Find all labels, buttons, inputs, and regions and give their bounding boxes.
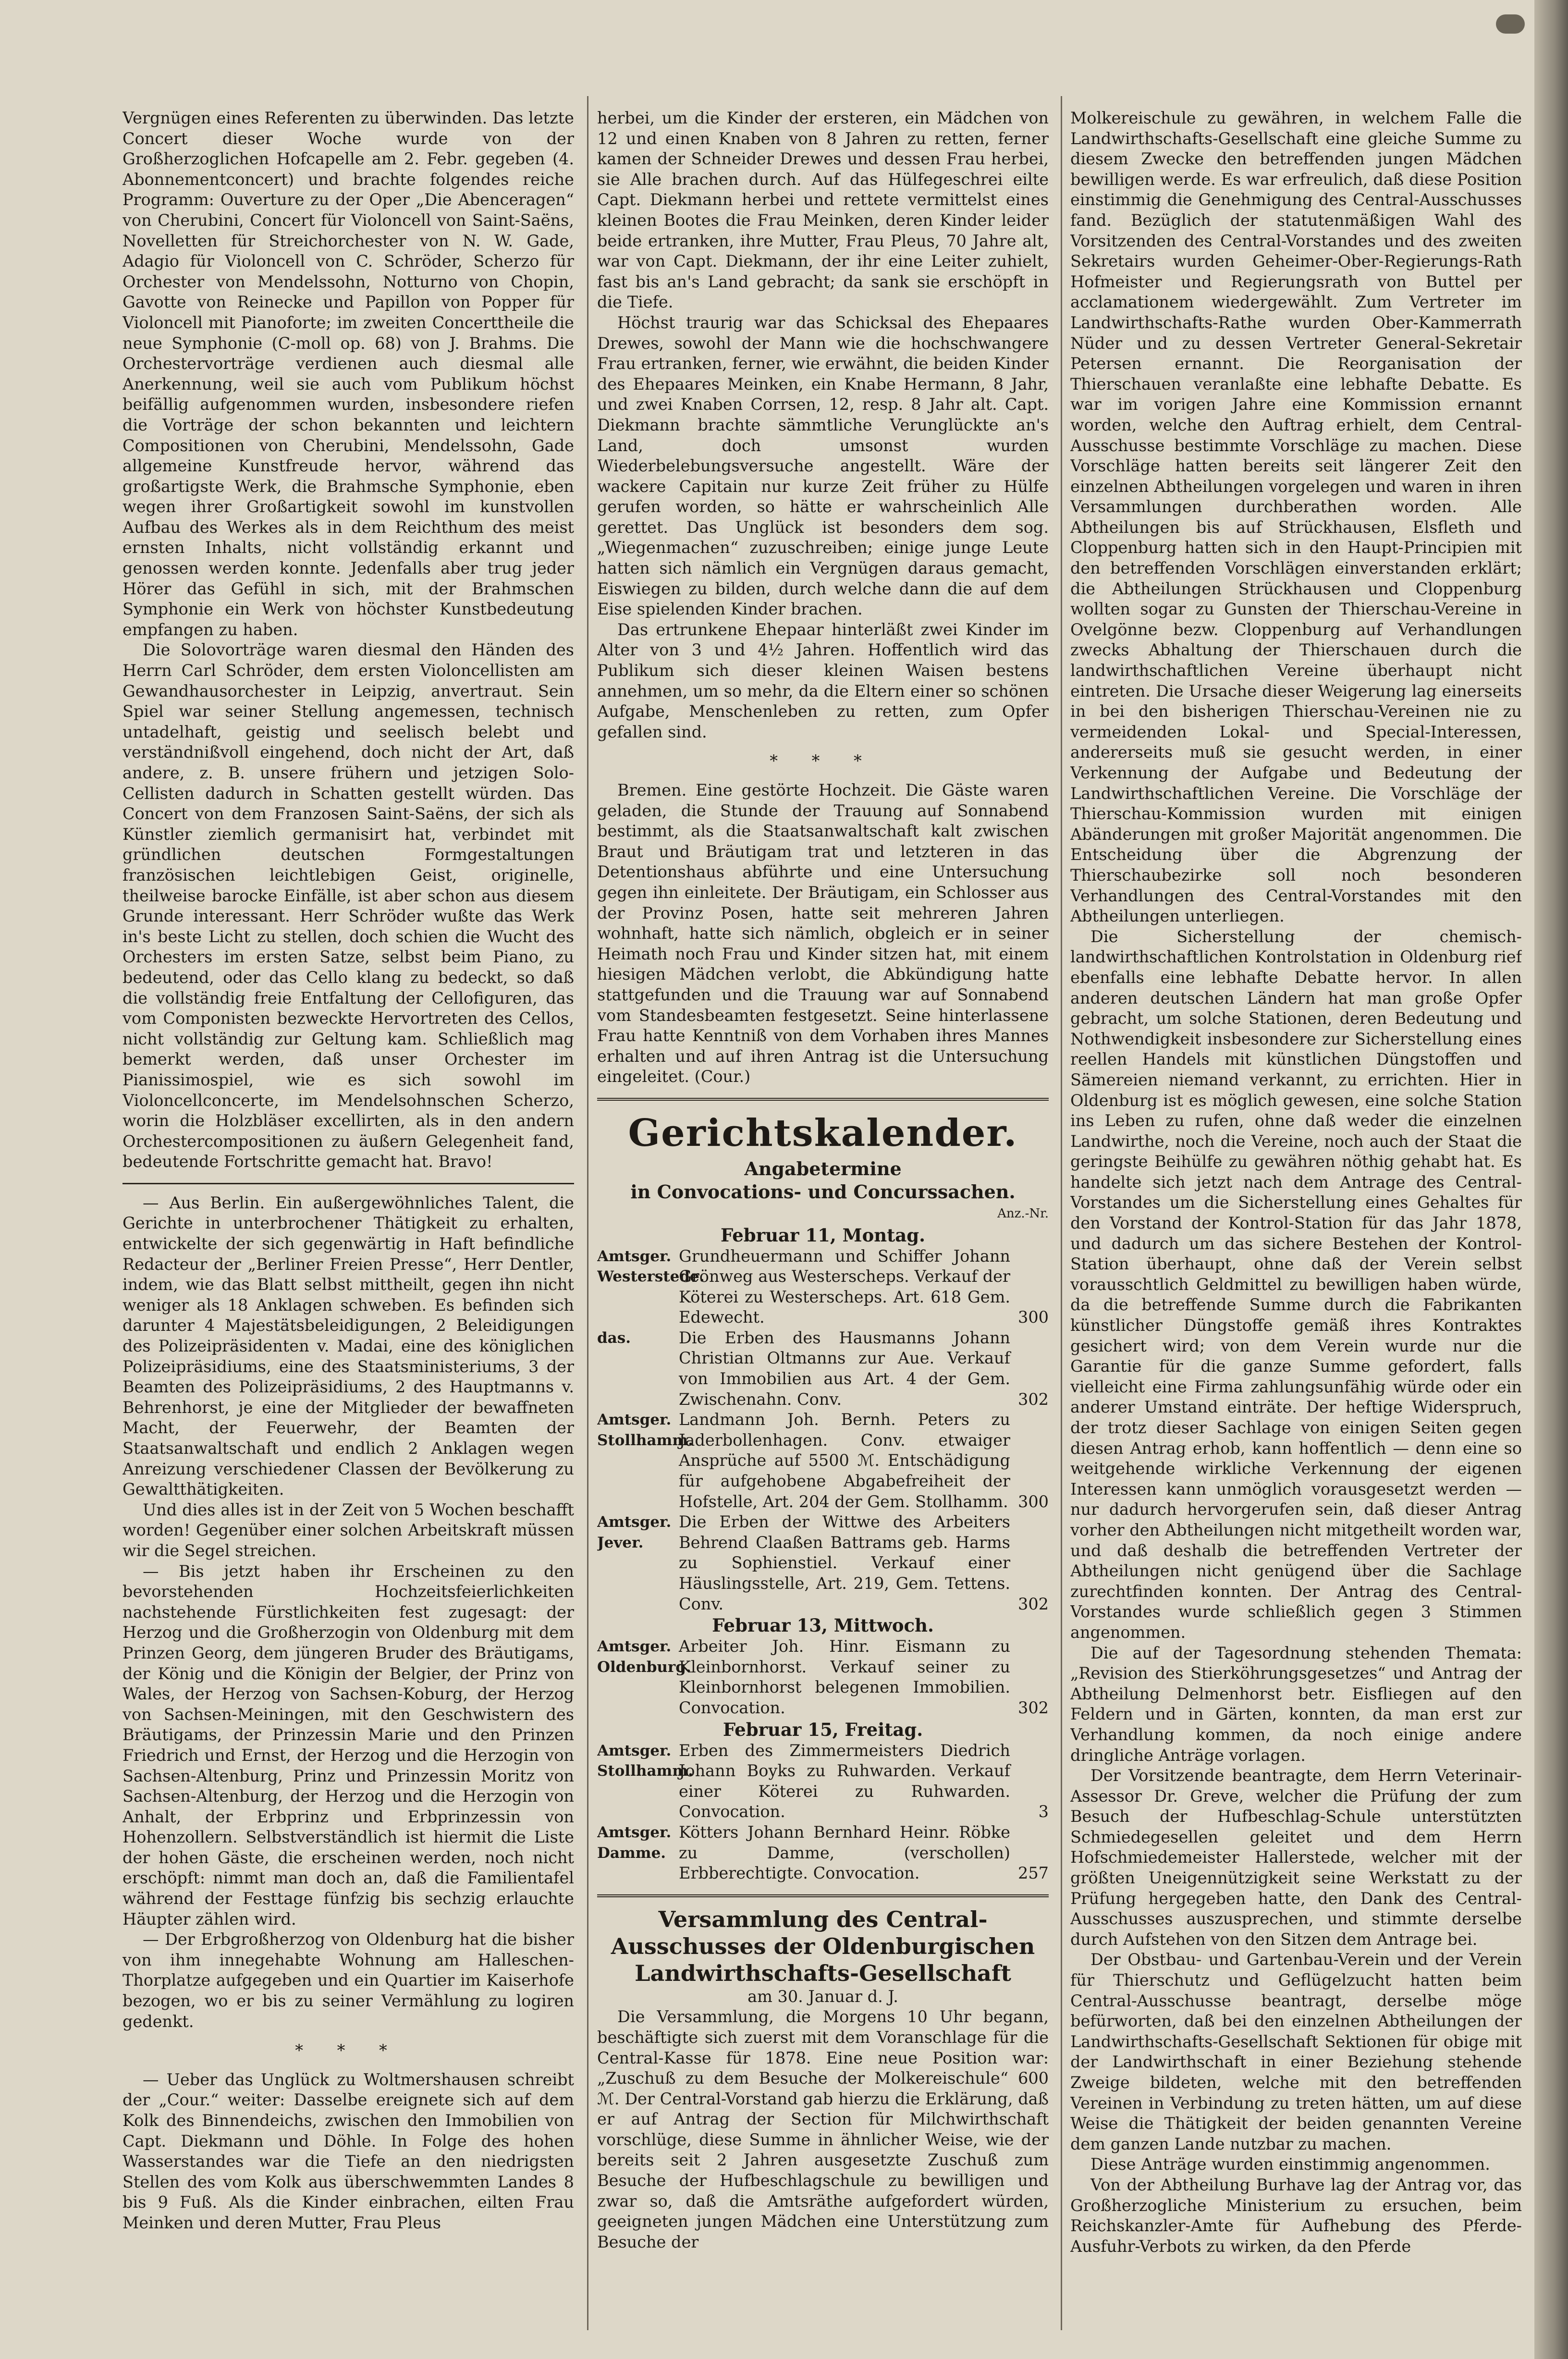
- versammlung-date: am 30. Januar d. J.: [747, 1987, 898, 2006]
- section-stars: * * *: [770, 751, 876, 771]
- tagesordnung-text: Die auf der Tagesordnung stehenden Themata: „Revision des Stierköhrungsgesetzes“ und Antrag der Abtheilung Delmenhorst betr. Eisfliegen auf den Feldern und in Gärten, konnten, da man erst zur Verhandlung kommen, da noch einige andere dringliche Anträge vorlagen.: [1070, 1643, 1522, 1765]
- divider: [122, 1183, 574, 1184]
- court-name: Amtsger. Oldenburg.: [597, 1638, 691, 1676]
- court-name: das.: [597, 1329, 631, 1347]
- entry-text: Landmann Joh. Bernh. Peters zu Jaderbollenhagen. Conv. etwaiger Ansprüche auf 5500 ℳ. Entschädigung für aufgehobene Abgabefreiheit der Hofstelle, Art. 204 der Gem. Stollhamm.: [679, 1410, 1010, 1511]
- accident-article-cont: herbei, um die Kinder der ersteren, ein Mädchen von 12 und einen Knaben von 8 Jahren zu retten, ferner kamen der Schneider Drewes und dessen Frau herbei, sie Alle brachen durch. Auf das Hülfegeschrei eilte Capt. Diekmann herbei und rettete vermittelst eines kleinen Bootes die Frau Meinken, deren Kinder leider beide ertranken, ihre Mutter, Frau Pleus, 70 Jahre alt, war von Capt. Diekmann, der ihr eine Leiter zuhielt, fast bis an's Land gebracht; da sank sie erschöpft in die Tiefe.: [597, 109, 1049, 312]
- entry-text: Die Erben des Hausmanns Johann Christian Oltmanns zur Aue. Verkauf von Immobilien aus Art. 4 der Gem. Zwischenahn. Conv.: [679, 1328, 1010, 1409]
- column-1: [122, 108, 574, 2328]
- kalender-subtitle-2: in Convocations- und Concurssachen.: [630, 1180, 1016, 1203]
- section-stars: * * *: [295, 2041, 402, 2060]
- woltmershausen-article: — Ueber das Unglück zu Woltmershausen schreibt der „Cour.“ weiter: Dasselbe ereignete sich auf dem Kolk des Binnendeichs, zwischen den Immobilien von Capt. Diekmann und Döhle. In Folge des hohen Wasserstandes war die Tiefe an den niedrigsten Stellen des vom Kolk aus überschwemmten Landes 8 bis 9 Fuß. Als die Kinder einbrachen, eilten Frau Meinken und deren Mutter, Frau Pleus: [122, 2070, 574, 2232]
- entry-number: 302: [1018, 1594, 1049, 1613]
- wedding-guests-article: — Bis jetzt haben ihr Erscheinen zu den bevorstehenden Hochzeitsfeierlichkeiten nachstehende Fürstlichkeiten fest zugesagt: der Herzog und die Großherzogin von Oldenburg mit dem Prinzen Georg, dem jüngeren Bruder des Bräutigams, der König und die Königin der Belgier, der Prinz von Wales, der Herzog von Sachsen-Koburg, der Herzog von Sachsen-Meiningen, mit den Geschwistern des Bräutigams, der Prinzessin Marie und den Prinzen Friedrich und Ernst, der Herzog und die Herzogin von Sachsen-Altenburg, Prinz und Prinzessin Moritz von Sachsen-Altenburg, der Herzog und die Herzogin von Anhalt, der Erbprinz und Erbprinzessin von Hohenzollern. Selbstverständlich ist hiermit die Liste der hohen Gäste, die erscheinen werden, noch nicht erschöpft: nimmt man doch an, daß die Familientafel während der Festtage fünfzig bis sechzig erlauchte Häupter zählen wird.: [122, 1561, 574, 1929]
- kalender-entry: [597, 1246, 1049, 1328]
- kalender-date: Februar 13, Mittwoch.: [712, 1615, 934, 1636]
- column-3: [1070, 108, 1522, 2328]
- berlin-article-cont: Und dies alles ist in der Zeit von 5 Wochen beschafft worden! Gegenüber einer solchen Arbeitskraft müssen wir die Segel streichen.: [122, 1500, 574, 1560]
- entry-text: Kötters Johann Bernhard Heinr. Röbke zu Damme, (verschollen) Erbberechtigte. Convocation.: [679, 1822, 1010, 1883]
- kalender-subtitle-1: Angabetermine: [744, 1157, 902, 1180]
- versammlung-title: Versammlung des Central-Ausschusses der Oldenburgischen Landwirthschafts-Gesellschaft: [611, 1906, 1035, 1986]
- molkerei-text: Molkereischule zu gewähren, in welchem Falle die Landwirthschafts-Gesellschaft eine gleiche Summe zu diesem Zwecke den betreffenden jungen Mädchen bewilligen werde. Es war erfreulich, daß diese Position einstimmig die Genehmigung des Central-Ausschusses fand. Bezüglich der statutenmäßigen Wahl des Vorsitzenden des Central-Vorstandes und des zweiten Sekretairs wurden Geheimer-Ober-Regierungs-Rath Hofmeister und Regierungsrath von Buttel per acclamationem wiedergewählt. Zum Vertreter im Landwirthschafts-Rathe wurden Ober-Kammerrath Nüder und zu dessen Vertreter General-Sekretair Petersen ernannt. Die Reorganisation der Thierschauen veranlaßte eine lebhafte Debatte. Es war im vorigen Jahre eine Kommission ernannt worden, welche den Auftrag erhielt, dem Central-Ausschusse bestimmte Vorschläge zu machen. Diese Vorschläge hatten bereits seit längerer Zeit den einzelnen Abtheilungen vorgelegen und waren in ihren Versammlungen durchberathen worden. Alle Abtheilungen bis auf Strückhausen, Elsfleth und Cloppenburg hatten sich in den Haupt-Principien mit den betreffenden Vorschlägen einverstanden erklärt; die Abtheilungen Strückhausen und Cloppenburg wollten sogar zu Gunsten der Thierschau-Vereine in Ovelgönne bezw. Cloppenburg auf Verhandlungen zwecks Abhaltung der Thierschauen durch die landwirthschaftlichen Vereine überhaupt nicht eintreten. Die Ursache dieser Weigerung lag einerseits in bei den bisherigen Thierschau-Vereinen nie zu vermeidenden Lokal- und Special-Interessen, andererseits muß sie gesucht werden, in einer Verkennung der Aufgabe und Bedeutung der Landwirthschaftlichen Vereine. Die Vorschläge der Thierschau-Kommission wurden mit einigen Abänderungen mit großer Majorität angenommen. Die Entscheidung über die Abgrenzung der Thierschaubezirke soll noch besonderen Verhandlungen des Central-Vorstandes mit den Abtheilungen unterliegen.: [1070, 109, 1522, 926]
- concert-review-text: Vergnügen eines Referenten zu überwinden. Das letzte Concert dieser Woche wurde von der Großherzoglichen Hofcapelle am 2. Febr. gegeben (4. Abonnementconcert) und brachte folgendes reiche Programm: Ouverture zu der Oper „Die Abenceragen“ von Cherubini, Concert für Violoncell von Saint-Saëns, Novelletten für Streichorchester von N. W. Gade, Adagio für Violoncell von C. Schröder, Scherzo für Orchester von Mendelssohn, Notturno von Chopin, Gavotte von Reinecke und Papillon von Popper für Violoncell mit Pianoforte; im zweiten Concerttheile die neue Symphonie (C-moll op. 68) von J. Brahms. Die Orchestervorträge verdienen auch diesmal alle Anerkennung, weil sie auch vom Publikum höchst beifällig aufgenommen wurden, insbesondere riefen die Vorträge der schon bekannten und leichtern Compositionen von Cherubini, Mendelssohn, Gade allgemeine Kunstfreude hervor, während das großartigste Werk, die Brahmsche Symphonie, eben wegen ihrer Großartigkeit sowohl im kunstvollen Aufbau des Werkes als in dem Reichthum des meist ernsten Inhalts, nicht vollständig erkannt und genossen werden konnte. Jedenfalls aber trug jeder Hörer das Gefühl in sich, mit der Brahmschen Symphonie ein Werk von höchster Kunstbedeutung empfangen zu haben.: [122, 109, 574, 639]
- kalender-entry: [597, 1636, 1049, 1718]
- kalender-entry: [597, 1822, 1049, 1884]
- court-name: Amtsger. Westerstede.: [597, 1247, 705, 1286]
- kalender-entry: [597, 1741, 1049, 1822]
- divider: [597, 1894, 1049, 1897]
- bremen-wedding-article: Bremen. Eine gestörte Hochzeit. Die Gäste waren geladen, die Stunde der Trauung auf Sonnabend bestimmt, als die Staatsanwaltschaft kalt zwischen Braut und Bräutigam trat und letzteren in das Detentionshaus abführte und eine Untersuchung gegen ihn einleitete. Der Bräutigam, ein Schlosser aus der Provinz Posen, hatte seit mehreren Jahren wohnhaft, hatte sich nämlich, obgleich er in seiner Heimath noch Frau und Kinder sitzen hat, mit einem hiesigen Mädchen verlobt, die Abkündigung hatte stattgefunden und die Trauung war auf Sonnabend vom Standesbeamten festgesetzt. Seine hinterlassene Frau hatte Kenntniß von dem Vorhaben ihres Mannes erhalten und auf ihren Antrag ist die Untersuchung eingeleitet. (Cour.): [597, 781, 1049, 1086]
- kalender-date: Februar 15, Freitag.: [723, 1719, 923, 1740]
- page-mark: [1496, 14, 1525, 34]
- column-rule-1: [587, 96, 588, 2330]
- kontrolstation-text: Die Sicherstellung der chemisch-landwirthschaftlichen Kontrolstation in Oldenburg rief ebenfalls eine lebhafte Debatte hervor. In allen anderen deutschen Ländern hat man große Opfer gebracht, um solche Stationen, deren Bedeutung und Nothwendigkeit insbesondere zur Sicherstellung eines reellen Handels mit künstlichen Düngstoffen und Sämereien niemand verkannt, zu errichten. Hier in Oldenburg ist es möglich gewesen, eine solche Station ins Leben zu rufen, ohne daß weder die einzelnen Landwirthe, noch die Vereine, noch auch der Staat die geringste Beihülfe zu gewähren nöthig gehabt hat. Es handelte sich jetzt nach dem Antrage des Central-Vorstandes um die Sicherstellung eines Gehaltes für den Vorstand der Kontrol-Station für das Jahr 1878, und dadurch um das sichere Bestehen der Kontrol-Station überhaupt, ohne daß der Verein selbst vorausschtlich Geldmittel zu bewilligen haben würde, da die betreffende Summe durch die Fabrikanten künstlicher Düngstoffe gemäß ihres Kontraktes gesichert wird; von dem Verein wurde nur die Garantie für die ganze Summe gefordert, falls vielleicht eine Firma zahlungsunfähig würde oder ein anderer Umstand einträte. Der heftige Widerspruch, der trotz dieser Sachlage von einigen Seiten gegen diesen Antrag erhob, kann hoffentlich — denn eine so weitgehende wirkliche Verkennung der eigenen Interessen kann unmöglich vorausgesetzt werden — nur dadurch hervorgerufen sein, daß dieser Antrag vorher den Abtheilungen nicht mitgetheilt worden war, und daß deshalb die betreffenden Vertreter der Abtheilungen nicht genügend über die Sachlage zurechtfinden konnten. Der Antrag des Central-Vorstandes wurde schließlich gegen 3 Stimmen angenommen.: [1070, 927, 1522, 1642]
- kalender-date: Februar 11, Montag.: [720, 1224, 925, 1246]
- kalender-entry: [597, 1512, 1049, 1614]
- anz-nr-label: Anz.-Nr.: [997, 1206, 1049, 1221]
- vorsitzender-text: Der Vorsitzende beantragte, dem Herrn Veterinair-Assessor Dr. Greve, welcher die Prüfung der zum Besuch der Hufbeschlag-Schule unterstützten Schmiedegesellen geleitet und dem Herrn Hofschmiedemeister Hallerstede, welcher mit der größten Uneigennützigkeit seine Werkstatt zu der Prüfung hergegeben hatte, den Dank des Central-Ausschusses auszusprechen, und stimmte derselbe durch Aufstehen von den Sitzen dem Antrage bei.: [1070, 1766, 1522, 1949]
- orphans-article: Das ertrunkene Ehepaar hinterläßt zwei Kinder im Alter von 3 und 4½ Jahren. Hoffentlich wird das Publikum sich dieser kleinen Waisen bestens annehmen, um so mehr, da die Eltern einer so schönen Aufgabe, Menschenleben zu retten, zum Opfer gefallen sind.: [597, 620, 1049, 741]
- column-rule-2: [1061, 96, 1062, 2330]
- divider: [597, 1098, 1049, 1101]
- binding-edge: [1534, 0, 1568, 2359]
- versammlung-text: Die Versammlung, die Morgens 10 Uhr begann, beschäftigte sich zuerst mit dem Voranschlage für die Central-Kasse für 1878. Eine neue Position war: „Zuschuß zu dem Besuche der Molkereischule“ 600 ℳ. Der Central-Vorstand gab hierzu die Erklärung, daß er auf Antrag der Section für Milchwirthschaft vorschlüge, diese Summe in ähnlicher Weise, wie der bereits seit 2 Jahren ausgesetzte Zuschuß zum Besuche der Hufbeschlagschule zu bewilligen und zwar so, daß die Amtsräthe aufgefordert würden, geeigneten jungen Mädchen eine Unterstützung zum Besuche der: [597, 2007, 1049, 2251]
- entry-number: 257: [1018, 1864, 1049, 1883]
- burhave-text: Von der Abtheilung Burhave lag der Antrag vor, das Großherzogliche Ministerium zu ersuchen, beim Reichskanzler-Amte für Aufhebung des Pferde-Ausfuhr-Verbots zu wirken, da den Pferde: [1070, 2175, 1522, 2256]
- court-name: Amtsger. Stollhamm.: [597, 1411, 693, 1449]
- berlin-article: — Aus Berlin. Ein außergewöhnliches Talent, die Gerichte in unterbrochener Thätigkeit zu erhalten, entwickelte der sich gegenwärtig in Haft befindliche Redacteur der „Berliner Freien Presse“, Herr Dentler, indem, wie das Blatt selbst mittheilt, gegen ihn nicht weniger als 18 Anklagen schweben. Es befinden sich darunter 4 Majestätsbeleidigungen, 2 Beleidigungen des Polizeipräsidenten v. Madai, eine des königlichen Polizeipräsidiums, eine des Staatsministeriums, 3 der Beamten des Polizeipräsidiums, 2 des Hauptmanns v. Behrenhorst, je eine der Mitglieder der bewaffneten Macht, der Feuerwehr, der Beamten der Staatsanwaltschaft und endlich 2 Anklagen wegen Anreizung verschiedener Classen der Bevölkerung zu Gewaltthätigkeiten.: [122, 1193, 574, 1499]
- entry-number: 3: [1038, 1802, 1049, 1821]
- entry-text: Die Erben der Wittwe des Arbeiters Behrend Claaßen Battrams geb. Harms zu Sophienstiel. Verkauf einer Häuslingsstelle, Art. 219, Gem. Tettens. Conv.: [679, 1512, 1010, 1613]
- obstbau-text: Der Obstbau- und Gartenbau-Verein und der Verein für Thierschutz und Geflügelzucht hatten beim Central-Ausschusse beantragt, derselbe möge befürworten, daß bei den einzelnen Abtheilungen der Landwirthschafts-Gesellschaft Sektionen für obige mit der Landwirthschaft in einer Beziehung stehende Zweige bildeten, welche mit den betreffenden Vereinen in Verbindung zu treten hätten, um auf diese Weise die Thätigkeit der beiden genannten Vereine dem ganzen Lande nutzbar zu machen.: [1070, 1950, 1522, 2153]
- court-name: Amtsger. Stollhamm.: [597, 1742, 693, 1780]
- entry-number: 300: [1018, 1492, 1049, 1511]
- entry-text: Arbeiter Joh. Hinr. Eismann zu Kleinbornhorst. Verkauf seiner zu Kleinbornhorst belegenen Immobilien. Convocation.: [679, 1637, 1010, 1717]
- solo-review-text: Die Solovorträge waren diesmal den Händen des Herrn Carl Schröder, dem ersten Violoncellisten am Gewandhausorchester in Leipzig, anvertraut. Sein Spiel war seiner Stellung angemessen, technisch untadelhaft, geistig und seelisch belebt und verständnißvoll eingehend, doch nicht der Art, daß andere, z. B. unsere frühern und jetzigen Solo-Cellisten dadurch in Schatten gestellt würden. Das Concert von dem Franzosen Saint-Saëns, der sich als Künstler ziemlich germanisirt hat, verbindet mit gründlichen deutschen Formgestaltungen französischen leichtlebigen Geist, originelle, theilweise barocke Einfälle, ist aber schon aus diesem Grunde interessant. Herr Schröder wußte das Werk in's beste Licht zu stellen, doch schien die Wucht des Orchesters im ersten Satze, selbst beim Piano, zu bedeutend, oder das Cello klang zu bedeckt, so daß die vollständig freie Entfaltung der Cellofiguren, das vom Componisten bezweckte Hervortreten des Cellos, nicht vollständig zur Geltung kam. Schließlich mag bemerkt werden, daß unser Orchester im Pianissimospiel, wie es sich sowohl im Violoncellconcerte, im Mendelsohnschen Scherzo, worin die Holzbläser excellirten, als in den andern Orchestercompositionen zu äußern Gelegenheit fand, bedeutende Fortschritte gemacht hat. Bravo!: [122, 640, 574, 1171]
- drewes-article: Höchst traurig war das Schicksal des Ehepaares Drewes, sowohl der Mann wie die hochschwangere Frau ertranken, ferner, wie erwähnt, die beiden Kinder des Ehepaares Meinken, ein Knabe Hermann, 8 Jahr, und zwei Knaben Corrsen, 12, resp. 8 Jahr alt. Capt. Diekmann brachte sämmtliche Verunglückte an's Land, doch umsonst wurden Wiederbelebungsversuche angestellt. Wäre der wackere Capitain nur kurze Zeit früher zu Hülfe gerufen worden, so hätte er wahrscheinlich Alle gerettet. Das Unglück ist besonders dem sog. „Wiegenmachen“ zuzuschreiben; einige junge Leute hatten sich nämlich ein Vergnügen daraus gemacht, Eiswiegen zu bilden, durch welche dann die auf dem Eise spielenden Kinder brachen.: [597, 313, 1049, 619]
- entry-number: 302: [1018, 1389, 1049, 1409]
- gerichtskalender-title: Gerichtskalender.: [628, 1111, 1018, 1155]
- kalender-entry: [597, 1328, 1049, 1410]
- kalender-entry: [597, 1410, 1049, 1512]
- entry-number: 300: [1018, 1308, 1049, 1327]
- entry-text: Erben des Zimmermeisters Diedrich Johann Boyks zu Ruhwarden. Verkauf einer Köterei zu Ruhwarden. Convocation.: [679, 1741, 1010, 1821]
- antraege-text: Diese Anträge wurden einstimmig angenommen.: [1090, 2155, 1490, 2174]
- erbgrossherzog-article: — Der Erbgroßherzog von Oldenburg hat die bisher von ihm innegehabte Wohnung am Halleschen-Thorplatze aufgegeben und ein Quartier im Kaiserhofe bezogen, wo er bis zu seiner Vermählung zu logiren gedenkt.: [122, 1930, 574, 2031]
- court-name: Amtsger. Jever.: [597, 1513, 672, 1551]
- court-name: Amtsger. Damme.: [597, 1823, 672, 1862]
- entry-text: Grundheuermann und Schiffer Johann Grönweg aus Westerscheps. Verkauf der Köterei zu Westerscheps. Art. 618 Gem. Edewecht.: [679, 1246, 1010, 1327]
- entry-number: 302: [1018, 1698, 1049, 1717]
- column-2: [597, 108, 1049, 2328]
